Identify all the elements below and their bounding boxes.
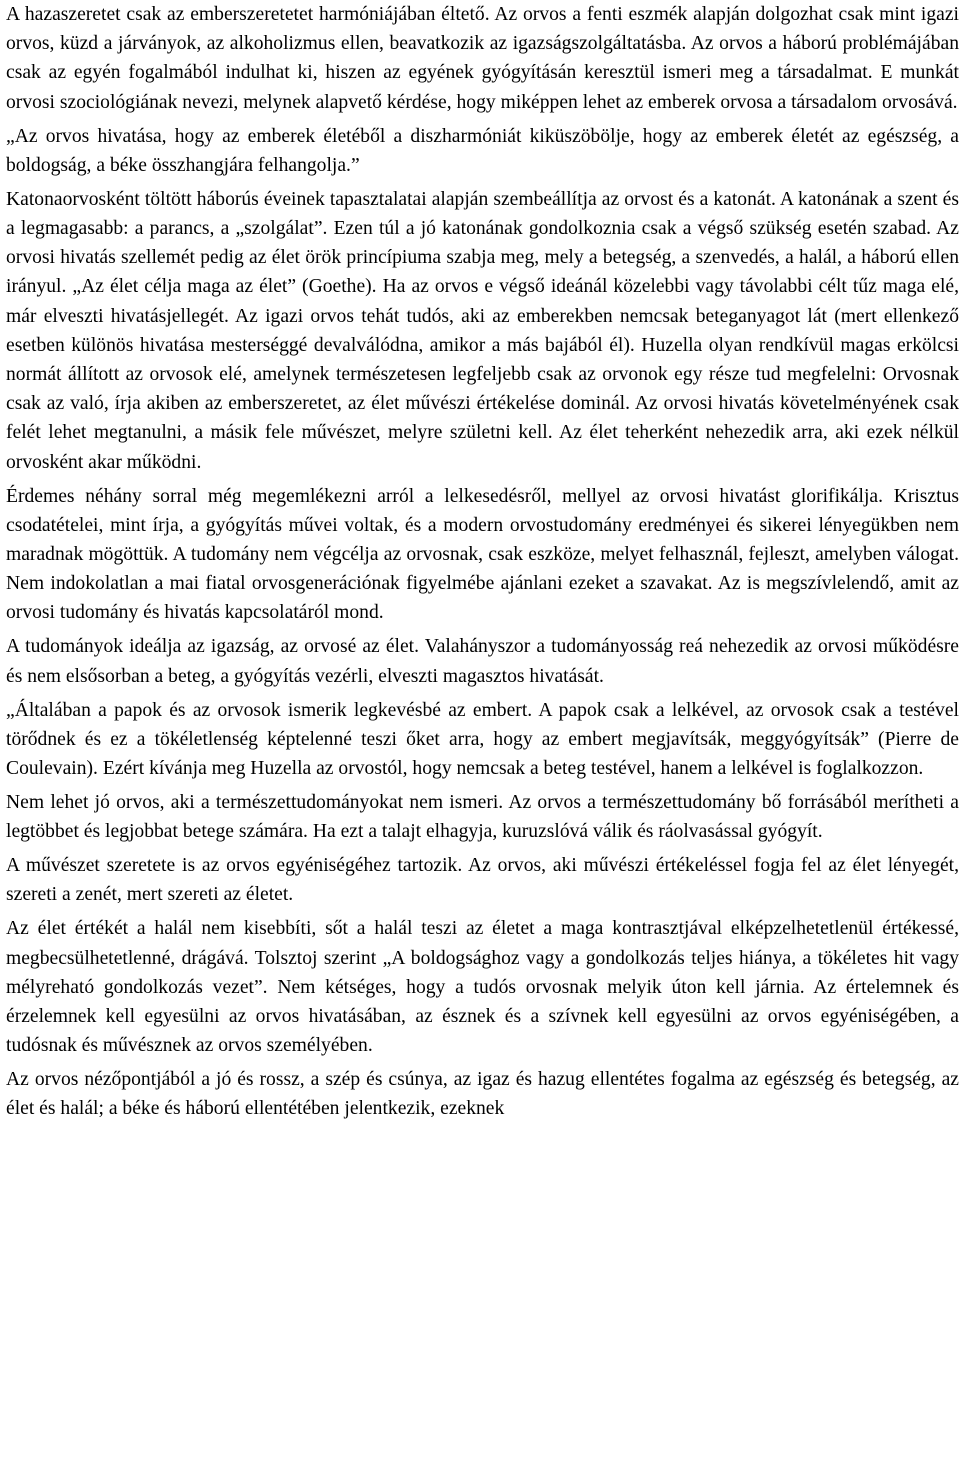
paragraph-natural-sciences: Nem lehet jó orvos, aki a természettudományokat nem ismeri. Az orvos a természettudomány bő forrásából merítheti a legtöbbet és legjobbat betege számára. Ha ezt a talajt elhagyja, kuruzslóvá válik és ráolvasással gyógyít.: [6, 792, 959, 843]
paragraph-love-of-art: A művészet szeretete is az orvos egyéniségéhez tartozik. Az orvos, aki művészi értékeléssel fogja fel az élet lényegét, szereti a zenét, mert szereti az életet.: [6, 855, 959, 906]
paragraph-glorification: Érdemes néhány sorral még megemlékezni arról a lelkesedésről, mellyel az orvosi hivatást glorifikálja. Krisztus csodatételei, mint írja, a gyógyítás művei voltak, és a modern orvostudomány eredményei és sikerei lényegükben nem maradnak mögöttük. A tudomány nem végcélja az orvosnak, csak eszköze, melyet felhasznál, fejleszt, amelyben válogat. Nem indokolatlan a mai fiatal orvosgenerációnak figyelmébe ajánlani ezeket a szavakat. Az is megszívlelendő, amit az orvosi tudomány és hivatás kapcsolatáról mond.: [6, 485, 959, 624]
paragraph-priests-and-doctors: „Általában a papok és az orvosok ismerik legkevésbé az embert. A papok csak a lelkével, az orvosok csak a testével törődnek és ez a tökéletlenség képtelenné teszi őket arra, hogy az embert megjavítsák, meggyógyítsák” (Pierre de Coulevain). Ezért kívánja meg Huzella az orvostól, hogy nemcsak a beteg testével, hanem a lelkével is foglalkozzon.: [6, 699, 959, 780]
paragraph-quote-doctor-calling: „Az orvos hivatása, hogy az emberek életéből a diszharmóniát kiküszöbölje, hogy az emberek életét az egészség, a boldogság, a béke összhangjára felhangolja.”: [6, 125, 959, 176]
paragraph-science-ideal: A tudományok ideálja az igazság, az orvosé az élet. Valahányszor a tudományosság reá nehezedik az orvosi működésre és nem elsősorban a beteg, a gyógyítás vezérli, elveszti magasztos hivatását.: [6, 636, 959, 687]
paragraph-doctor-vs-soldier: Katonaorvosként töltött háborús éveinek tapasztalatai alapján szembeállítja az orvost és a katonát. A katonának a szent és a legmagasabb: a parancs, a „szolgálat”. Ezen túl a jó katonának gondolkoznia csak a végső szükség esetén szabad. Az orvosi hivatás szellemét pedig az élet örök princípiuma szabja meg, mely a betegség, a szenvedés, a halál, a háború ellen irányul. „Az élet célja maga az élet” (Goethe). Ha az orvos e végső ideánál közelebbi vagy távolabbi célt tűz maga elé, már elveszti hivatásjellegét. Az igazi orvos tehát tudós, aki az emberekben nemcsak beteganyagot lát (mert ellenkező esetben különös hivatása mesterséggé devalválódna, amikor a más bajából él). Huzella olyan rendkívül magas erkölcsi normát állított az orvosok elé, amelynek természetesen legfeljebb csak az orvonok egy része tud megfelelni: Orvosnak csak az való, írja akiben az emberszeretet, az élet művészi értékelése dominál. Az orvosi hivatás követelményének csak felét lehet megtanulni, a másik fele művészet, melyre születni kell. Az élet teherként nehezedik arra, aki ezek nélkül orvosként akar működni.: [6, 188, 959, 473]
paragraph-patriotism: A hazaszeretet csak az emberszeretetet harmóniájában éltető. Az orvos a fenti eszmék alapján dolgozhat csak mint igazi orvos, küzd a járványok, az alkoholizmus ellen, beavatkozik az igazságszolgáltatásba. Az orvos a háború problémájában csak az egyén fogalmából indulhat ki, hiszen az egyének gyógyításán keresztül ismeri meg a társadalmat. E munkát orvosi szociológiának nevezi, melynek alapvető kérdése, hogy miképpen lehet az emberek orvosa a társadalom orvosává.: [6, 4, 959, 113]
paragraph-value-of-life: Az élet értékét a halál nem kisebbíti, sőt a halál teszi az életet a maga kontrasztjával elképzelhetetlenül értékessé, megbecsülhetetlenné, drágává. Tolsztoj szerint „A boldogsághoz vagy a gondolkozás teljes hiánya, a tökéletes hit vagy mélyreható gondolkozás vezet”. Nem kétséges, hogy a tudós orvosnak melyik úton kell járnia. Az értelemnek és érzelemnek kell egyesülni az orvos hivatásában, az észnek és a szívnek kell egyesülni az orvos egyéniségében, a tudósnak és művésznek az orvos személyében.: [6, 918, 959, 1057]
document-page: [6, 0, 959, 1128]
paragraph-doctor-viewpoint: Az orvos nézőpontjából a jó és rossz, a szép és csúnya, az igaz és hazug ellentétes fogalma az egészség és betegség, az élet és halál; a béke és háború ellentétében jelentkezik, ezeknek: [6, 1069, 959, 1120]
